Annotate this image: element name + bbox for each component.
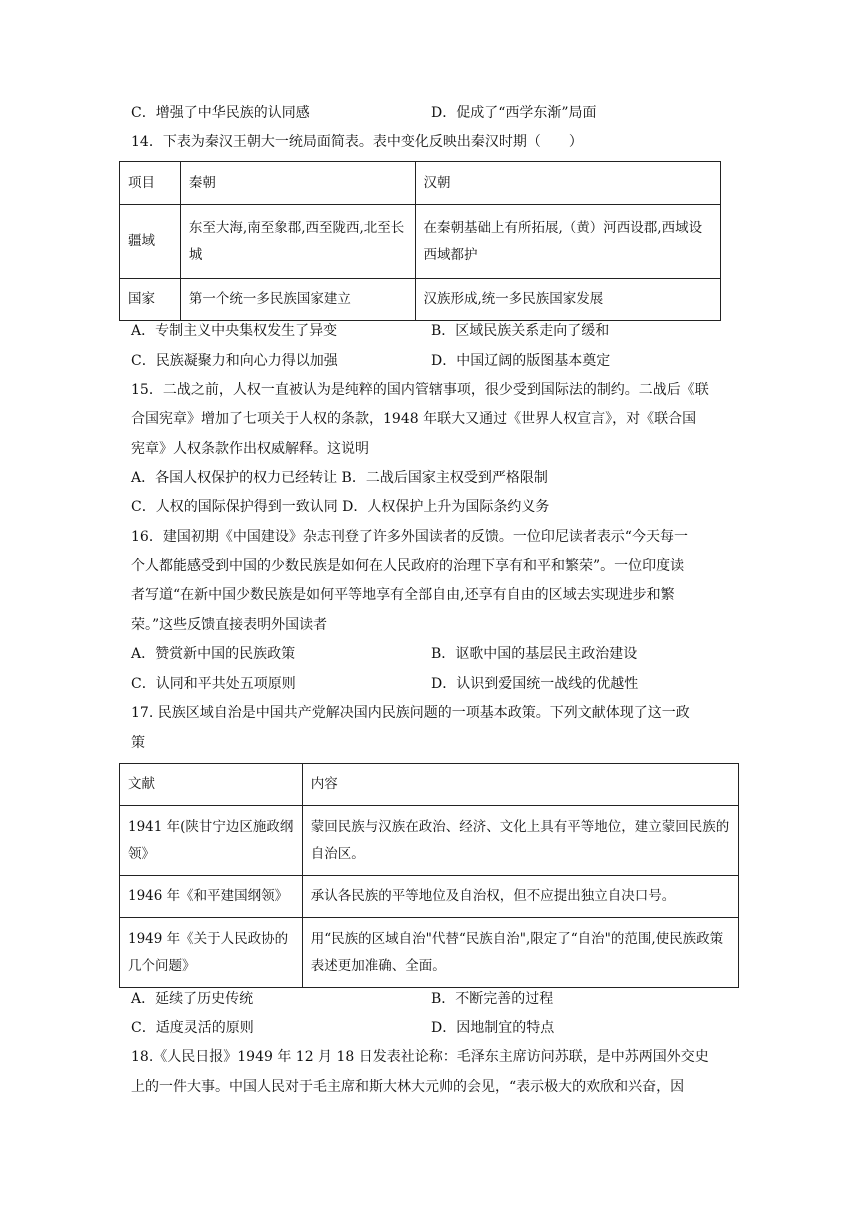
table-cell: 汉族形成,统一多民族国家发展 [415, 279, 721, 321]
table-header-cell: 项目 [120, 162, 181, 205]
table-cell: 1949 年《关于人民政协的几个问题》 [120, 918, 303, 988]
table-row [120, 162, 721, 205]
q15-stem-line: 宪章》人权条款作出权威解释。这说明 [131, 441, 369, 457]
q15-stem-line: 15．二战之前，人权一直被认为是纯粹的国内管辖事项，很少受到国际法的制约。二战后《联 [131, 382, 709, 398]
q17-option-a: A．延续了历史传统 [131, 991, 254, 1007]
table-cell: 1946 年《和平建国纲领》 [120, 876, 303, 918]
q16-stem-line: 者写道“在新中国少数民族是如何平等地享有全部自由,还享有自由的区域去实现进步和繁 [131, 587, 675, 603]
table-cell: 1941 年(陕甘宁边区施政纲领》 [120, 806, 303, 876]
table-header-cell: 文献 [120, 764, 303, 806]
q17-table [119, 763, 739, 988]
q16-option-b: B．讴歌中国的基层民主政治建设 [431, 646, 638, 662]
q16-option-a: A．赞赏新中国的民族政策 [131, 646, 296, 662]
q14-option-d: D．中国辽阔的版图基本奠定 [431, 353, 611, 369]
q17-option-c: C．适度灵活的原则 [131, 1020, 254, 1036]
table-row [120, 876, 739, 918]
q13-option-d: D．促成了“西学东渐”局面 [431, 105, 597, 121]
table-header-cell: 内容 [302, 764, 738, 806]
table-cell: 蒙回民族与汉族在政治、经济、文化上具有平等地位，建立蒙回民族的自治区。 [302, 806, 738, 876]
table-cell: 第一个统一多民族国家建立 [180, 279, 415, 321]
q15-options-ab: A．各国人权保护的权力已经转让 B．二战后国家主权受到严格限制 [131, 470, 548, 486]
q14-option-a: A．专制主义中央集权发生了异变 [131, 323, 338, 339]
q15-options-cd: C．人权的国际保护得到一致认同 D．人权保护上升为国际条约义务 [131, 499, 550, 515]
table-row [120, 205, 721, 279]
table-cell: 在秦朝基础上有所拓展,（黄）河西设郡,西域设西域都护 [415, 205, 721, 279]
table-row [120, 806, 739, 876]
q17-option-b: B．不断完善的过程 [431, 991, 554, 1007]
q13-option-c: C．增强了中华民族的认同感 [131, 105, 310, 121]
table-cell: 国家 [120, 279, 181, 321]
q18-stem-line: 上的一件大事。中国人民对于毛主席和斯大林大元帅的会见，“表示极大的欢欣和兴奋，因 [131, 1079, 685, 1095]
table-cell: 承认各民族的平等地位及自治权，但不应提出独立自决口号。 [302, 876, 738, 918]
q16-stem-line: 荣。”这些反馈直接表明外国读者 [131, 617, 328, 633]
table-header-cell: 汉朝 [415, 162, 721, 205]
table-row [120, 764, 739, 806]
table-row [120, 918, 739, 988]
q17-stem-line: 策 [131, 735, 145, 751]
q14-stem: 14．下表为秦汉王朝大一统局面简表。表中变化反映出秦汉时期（ ） [131, 134, 583, 150]
q17-stem-line: 17. 民族区域自治是中国共产党解决国内民族问题的一项基本政策。下列文献体现了这一政 [131, 705, 690, 721]
q14-option-b: B．区域民族关系走向了缓和 [431, 323, 610, 339]
table-cell: 东至大海,南至象郡,西至陇西,北至长城 [180, 205, 415, 279]
table-row [120, 279, 721, 321]
q17-option-d: D．因地制宜的特点 [431, 1020, 555, 1036]
q14-table [119, 161, 721, 321]
q16-stem-line: 16．建国初期《中国建设》杂志刊登了许多外国读者的反馈。一位印尼读者表示“今天每一 [131, 529, 688, 545]
q15-stem-line: 合国宪章》增加了七项关于人权的条款，1948 年联大又通过《世界人权宣言》，对《联合国 [131, 411, 697, 427]
table-cell: 用“民族的区域自治"代替“民族自治",限定了“自治"的范围,使民族政策表述更加准确、全面。 [302, 918, 738, 988]
q16-stem-line: 个人都能感受到中国的少数民族是如何在人民政府的治理下享有和平和繁荣”。一位印度读 [131, 558, 685, 574]
table-cell: 疆域 [120, 205, 181, 279]
table-header-cell: 秦朝 [180, 162, 415, 205]
q18-stem-line: 18.《人民日报》1949 年 12 月 18 日发表社论称：毛泽东主席访问苏联，是中苏两国外交史 [131, 1049, 709, 1065]
q16-option-c: C．认同和平共处五项原则 [131, 676, 296, 692]
q16-option-d: D．认识到爱国统一战线的优越性 [431, 676, 639, 692]
q14-option-c: C．民族凝聚力和向心力得以加强 [131, 353, 338, 369]
